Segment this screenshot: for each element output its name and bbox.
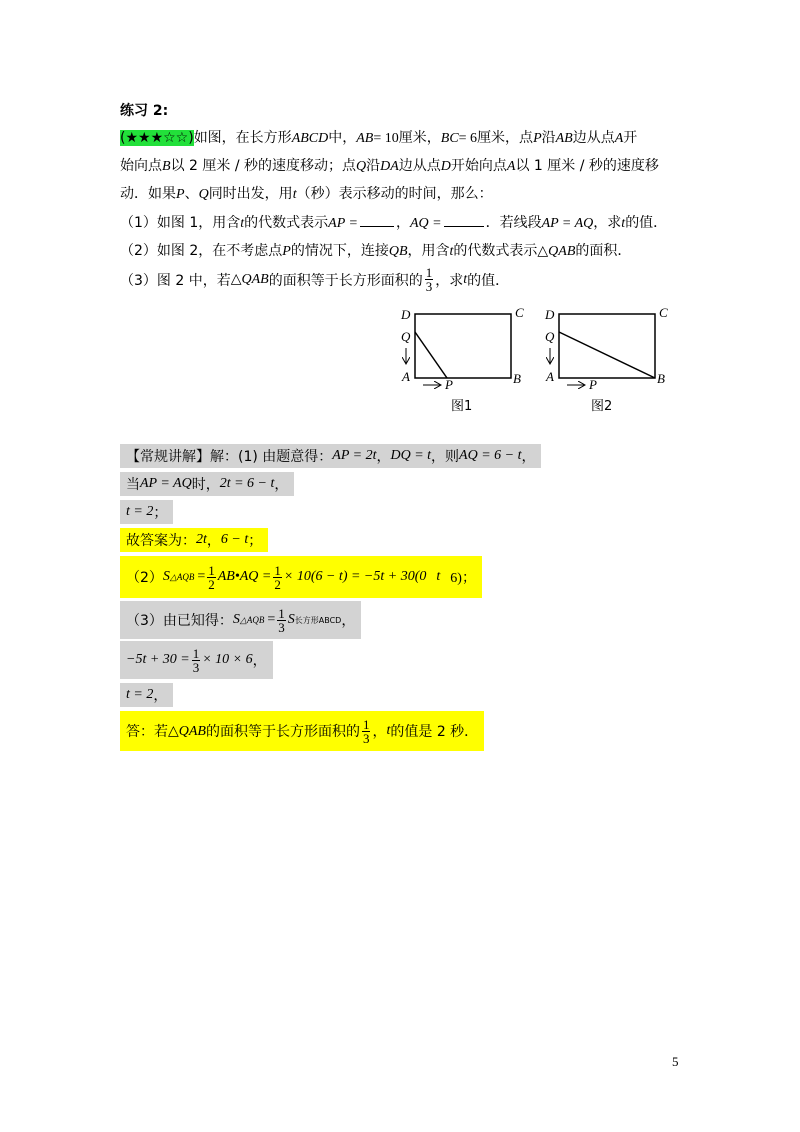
solution-heading: 【常规讲解】 xyxy=(126,449,210,465)
label-c: C xyxy=(659,305,668,320)
math: DQ = t xyxy=(390,448,432,463)
math: AQ = xyxy=(409,216,442,231)
problem-line-3 xyxy=(120,183,493,203)
math: AB xyxy=(356,131,374,146)
text: 厘米，点 xyxy=(477,130,534,146)
text: 的代数式表示 xyxy=(453,243,538,259)
math: B xyxy=(162,159,171,174)
text: 沿 xyxy=(366,158,381,174)
solution-line-7 xyxy=(120,641,273,679)
text: ．若线段 xyxy=(485,215,542,231)
text: 时， xyxy=(191,477,220,493)
question-1 xyxy=(120,212,667,232)
math: = xyxy=(267,612,276,627)
text: ， xyxy=(521,449,536,465)
math: S xyxy=(162,569,170,584)
math: A xyxy=(614,131,624,146)
math: 6 − t xyxy=(220,532,249,547)
math: × 10(6 − t) = −5t + 30(0 xyxy=(283,569,427,584)
solution-line-1 xyxy=(120,444,541,468)
math: △QAB xyxy=(537,244,576,259)
text: 沿 xyxy=(541,130,556,146)
text: （2） xyxy=(126,570,163,586)
text: 边从点 xyxy=(572,130,615,146)
solution-line-5 xyxy=(120,556,482,598)
text: ， xyxy=(341,613,356,629)
math: S xyxy=(232,612,240,627)
math: △QAB xyxy=(230,272,269,287)
figure-2-caption: 图2 xyxy=(591,399,613,414)
text: ， xyxy=(274,477,289,493)
text: ， xyxy=(372,724,387,740)
math: 6)； xyxy=(450,571,476,586)
label-p: P xyxy=(589,377,597,392)
text: （3）由已知得： xyxy=(126,613,233,629)
math: = 6 xyxy=(458,131,478,146)
math: t xyxy=(292,187,297,202)
fraction: $\frac{1}{2}$ xyxy=(274,562,281,592)
text: ，求 xyxy=(593,215,622,231)
solution-line-3 xyxy=(120,500,173,524)
label-a: A xyxy=(402,369,410,384)
text: ，则 xyxy=(431,449,460,465)
math: S xyxy=(287,612,295,627)
text: ； xyxy=(248,533,263,549)
math: × 10 × 6 xyxy=(202,652,253,667)
text: （秒）表示移动的时间，那么： xyxy=(296,186,493,202)
text: 的值． xyxy=(625,215,668,231)
math: AB•AQ = xyxy=(217,569,272,584)
fraction: $\frac{1}{2}$ xyxy=(208,562,215,592)
math: ABCD xyxy=(291,131,329,146)
text: ，用含 xyxy=(407,243,450,259)
problem-line-2 xyxy=(120,155,659,175)
text: 的情况下，连接 xyxy=(290,243,389,259)
solution-line-6 xyxy=(120,601,361,639)
fraction: $\frac{1}{3}$ xyxy=(362,716,370,746)
text: ； xyxy=(153,505,168,521)
label-b: B xyxy=(513,371,521,386)
math: t = 2 xyxy=(126,687,154,702)
math: AP = AQ xyxy=(541,216,594,231)
problem-line-1: (★★★☆☆)如图，在长方形ABCD中，AB= 10厘米，BC= 6厘米，点P沿AB边从点A开 xyxy=(120,130,638,146)
math: AP = xyxy=(328,216,358,231)
answer-blank xyxy=(444,214,484,227)
rectangle xyxy=(415,314,511,378)
math: t xyxy=(436,569,441,584)
text: 的值． xyxy=(467,272,510,289)
label-q: Q xyxy=(545,329,555,344)
solution-line-2 xyxy=(120,472,294,496)
text: 动．如果 xyxy=(120,186,176,202)
math: 2t = 6 − t xyxy=(219,476,275,491)
text: ，求 xyxy=(435,272,464,289)
text: 的代数式表示 xyxy=(244,215,329,231)
math-subscript: △AQB xyxy=(169,571,195,582)
segment-qp xyxy=(415,332,447,378)
difficulty-stars: (★★★☆☆) xyxy=(120,130,194,146)
text: 厘米 xyxy=(398,130,427,146)
solution-line-8 xyxy=(120,683,173,707)
text: 开 xyxy=(623,130,638,146)
text: ， xyxy=(206,533,221,549)
math-subscript: △AQB xyxy=(239,614,265,625)
math: Q xyxy=(198,187,209,202)
fraction: $\frac{1}{3}$ xyxy=(278,605,285,635)
text: 始向点 xyxy=(120,158,162,174)
math: 2t xyxy=(196,532,207,547)
math: t xyxy=(449,244,454,259)
text: 开始向点 xyxy=(450,158,507,174)
exercise-title: 练习 2: xyxy=(120,103,169,119)
fraction: $\frac{1}{3}$ xyxy=(192,645,200,675)
math: AP = 2t xyxy=(332,448,377,463)
text: 如图，在长方形 xyxy=(193,130,292,146)
question-2 xyxy=(120,240,631,260)
math: QB xyxy=(388,244,408,259)
math: P xyxy=(282,244,291,259)
math: −5t + 30 = xyxy=(126,652,190,667)
text: （3）图 2 中，若 xyxy=(120,272,231,289)
segment-qb xyxy=(559,332,655,378)
math: AQ = 6 − t xyxy=(459,448,522,463)
label-a: A xyxy=(546,369,554,384)
math: = xyxy=(197,569,206,584)
text: 中， xyxy=(328,130,357,146)
text: 以 1 厘米 / 秒的速度移 xyxy=(515,158,659,174)
text: （1）如图 1，用含 xyxy=(120,215,241,231)
math: t xyxy=(240,216,245,231)
solution-answer xyxy=(120,711,484,751)
math: D xyxy=(440,159,451,174)
text: 答：若 xyxy=(126,724,168,740)
math: t = 2 xyxy=(126,504,154,519)
question-3 xyxy=(120,266,509,293)
text: 边从点 xyxy=(398,158,441,174)
math: P xyxy=(176,187,185,202)
math: A xyxy=(506,159,516,174)
math: Q xyxy=(356,159,367,174)
label-c: C xyxy=(515,305,524,320)
text: 、 xyxy=(184,186,199,202)
math: AP = AQ xyxy=(140,476,192,491)
math: t xyxy=(621,216,626,231)
fraction: $\frac{1}{3}$ xyxy=(425,265,433,294)
figure-1 xyxy=(400,305,524,414)
label-p: P xyxy=(445,377,453,392)
math: BC xyxy=(440,131,459,146)
text: ， xyxy=(252,653,267,669)
math: P xyxy=(533,131,542,146)
rectangle xyxy=(559,314,655,378)
label-q: Q xyxy=(401,329,411,344)
text: （2）如图 2，在不考虑点 xyxy=(120,243,283,259)
figures xyxy=(395,300,685,418)
text: ， xyxy=(395,215,410,231)
text: 故答案为： xyxy=(126,533,196,549)
text: 的面积等于长方形面积的 xyxy=(205,724,360,740)
text: ， xyxy=(153,688,168,704)
figure-1-caption: 图1 xyxy=(451,399,473,414)
math-subscript: 长方形ABCD xyxy=(294,615,342,625)
math: △QAB xyxy=(168,723,206,739)
answer-blank xyxy=(360,214,394,227)
math: DA xyxy=(380,159,399,174)
text: 以 2 厘米 / 秒的速度移动；点 xyxy=(170,158,356,174)
math: = 10 xyxy=(373,131,399,146)
label-b: B xyxy=(657,371,665,386)
text: ， xyxy=(376,449,391,465)
figure-2 xyxy=(544,305,668,414)
text: 的面积． xyxy=(575,243,632,259)
text: 当 xyxy=(126,477,140,493)
text: 的面积等于长方形面积的 xyxy=(268,272,423,289)
text: 的值是 2 秒． xyxy=(390,724,479,740)
label-d: D xyxy=(545,307,555,322)
math: AB xyxy=(555,131,573,146)
math: t xyxy=(463,271,468,287)
page-number: 5 xyxy=(672,1054,679,1069)
solution-line-4 xyxy=(120,528,268,552)
label-d: D xyxy=(401,307,411,322)
text: 解：(1) 由题意得： xyxy=(210,449,333,465)
text: 同时出发，用 xyxy=(208,186,293,202)
math: t xyxy=(386,723,391,738)
